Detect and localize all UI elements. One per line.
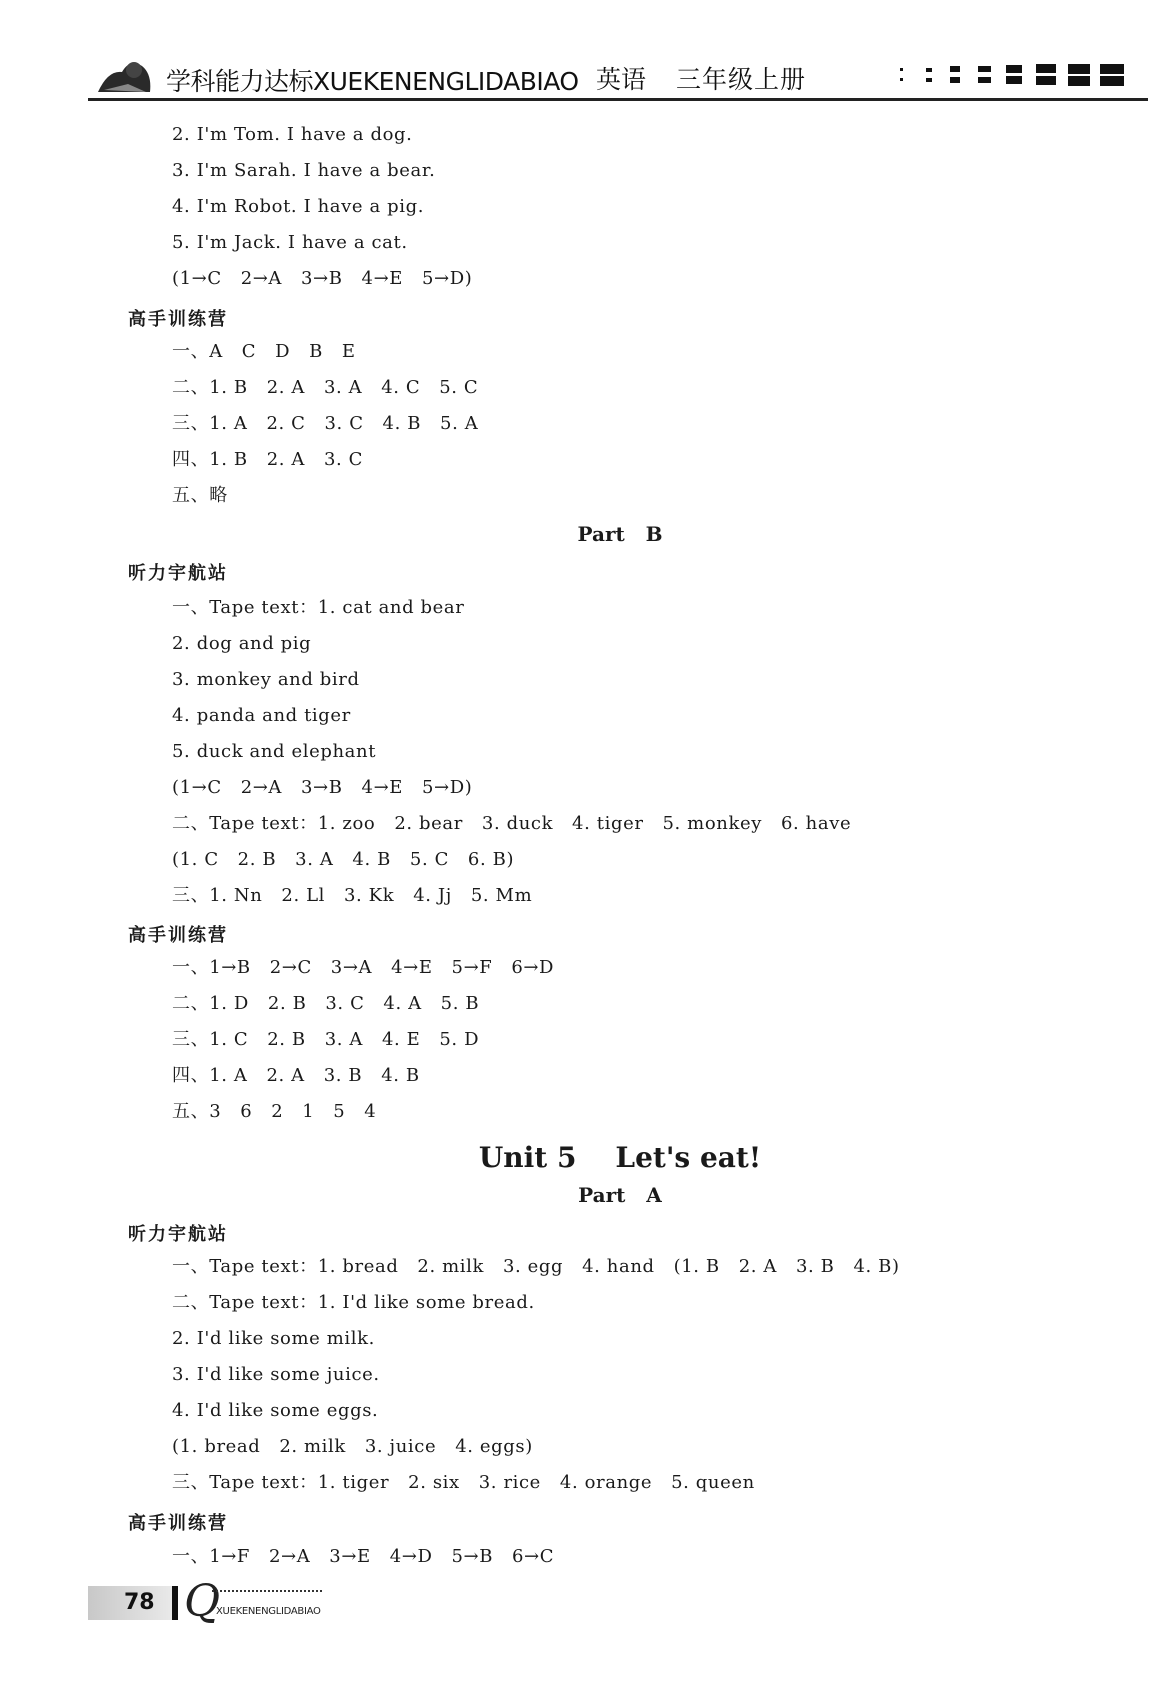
- grade-label: 三年级上册: [676, 65, 807, 94]
- answer-line: (1. bread 2. milk 3. juice 4. eggs): [172, 1436, 533, 1457]
- page-number: 78: [124, 1590, 155, 1615]
- answer-line: 二、Tape text：1. I'd like some bread.: [172, 1292, 535, 1313]
- answer-line: 三、1. C 2. B 3. A 4. E 5. D: [172, 1029, 480, 1050]
- unit-title: Unit 5 Let's eat!: [478, 1141, 762, 1174]
- header-decoration-marks: [898, 64, 1148, 94]
- answer-line: 一、1→F 2→A 3→E 4→D 5→B 6→C: [172, 1546, 555, 1567]
- brand-title: 学科能力达标XUEKENENGLIDABIAO: [166, 67, 579, 96]
- section-heading: 听力宇航站: [128, 563, 228, 584]
- answer-line: 一、Tape text：1. cat and bear: [172, 597, 465, 618]
- answer-line: 四、1. B 2. A 3. C: [172, 449, 364, 470]
- answer-line: 2. I'd like some milk.: [172, 1328, 375, 1349]
- part-heading: Part A: [578, 1183, 662, 1207]
- answer-line: 三、Tape text：1. tiger 2. six 3. rice 4. orange 5. queen: [172, 1472, 755, 1493]
- answer-line: (1→C 2→A 3→B 4→E 5→D): [172, 777, 473, 798]
- answer-line: 5. I'm Jack. I have a cat.: [172, 232, 408, 253]
- answer-line: 五、3 6 2 1 5 4: [172, 1101, 377, 1122]
- answer-line: 二、1. D 2. B 3. C 4. A 5. B: [172, 993, 480, 1014]
- subject-label: 英语: [596, 65, 647, 94]
- answer-line: 2. I'm Tom. I have a dog.: [172, 124, 413, 145]
- answer-line: 一、1→B 2→C 3→A 4→E 5→F 6→D: [172, 957, 555, 978]
- answer-line: 3. I'd like some juice.: [172, 1364, 380, 1385]
- answer-line: 4. I'm Robot. I have a pig.: [172, 196, 425, 217]
- footer-bar: [172, 1586, 178, 1620]
- header-rule: [88, 98, 1148, 101]
- footer-q-logo-icon: Q: [184, 1576, 221, 1627]
- footer-brand: XUEKENENGLIDABIAO: [216, 1606, 321, 1617]
- page-footer: [88, 1576, 388, 1627]
- page-header: [88, 48, 1148, 104]
- answer-line: 四、1. A 2. A 3. B 4. B: [172, 1065, 420, 1086]
- answer-line: 2. dog and pig: [172, 633, 312, 654]
- answer-line: 三、1. Nn 2. Ll 3. Kk 4. Jj 5. Mm: [172, 885, 533, 906]
- answer-line: 3. I'm Sarah. I have a bear.: [172, 160, 436, 181]
- answer-line: 3. monkey and bird: [172, 669, 360, 690]
- answer-line: 4. panda and tiger: [172, 705, 351, 726]
- answer-line: (1. C 2. B 3. A 4. B 5. C 6. B): [172, 849, 515, 870]
- section-heading: 高手训练营: [128, 309, 228, 330]
- part-heading: Part B: [577, 522, 663, 546]
- answer-line: 五、略: [172, 485, 228, 506]
- answer-line: 二、Tape text：1. zoo 2. bear 3. duck 4. tiger 5. monkey 6. have: [172, 813, 852, 834]
- answer-line: 二、1. B 2. A 3. A 4. C 5. C: [172, 377, 479, 398]
- reading-figure-logo-icon: [94, 50, 156, 96]
- answer-line: 一、A C D B E: [172, 341, 356, 362]
- section-heading: 听力宇航站: [128, 1224, 228, 1245]
- answer-line: 4. I'd like some eggs.: [172, 1400, 379, 1421]
- footer-dotted-rule: [212, 1590, 322, 1592]
- answer-line: 一、Tape text：1. bread 2. milk 3. egg 4. hand (1. B 2. A 3. B 4. B): [172, 1256, 900, 1277]
- answer-line: 三、1. A 2. C 3. C 4. B 5. A: [172, 413, 479, 434]
- section-heading: 高手训练营: [128, 1513, 228, 1534]
- section-heading: 高手训练营: [128, 925, 228, 946]
- answer-line: (1→C 2→A 3→B 4→E 5→D): [172, 268, 473, 289]
- answer-line: 5. duck and elephant: [172, 741, 377, 762]
